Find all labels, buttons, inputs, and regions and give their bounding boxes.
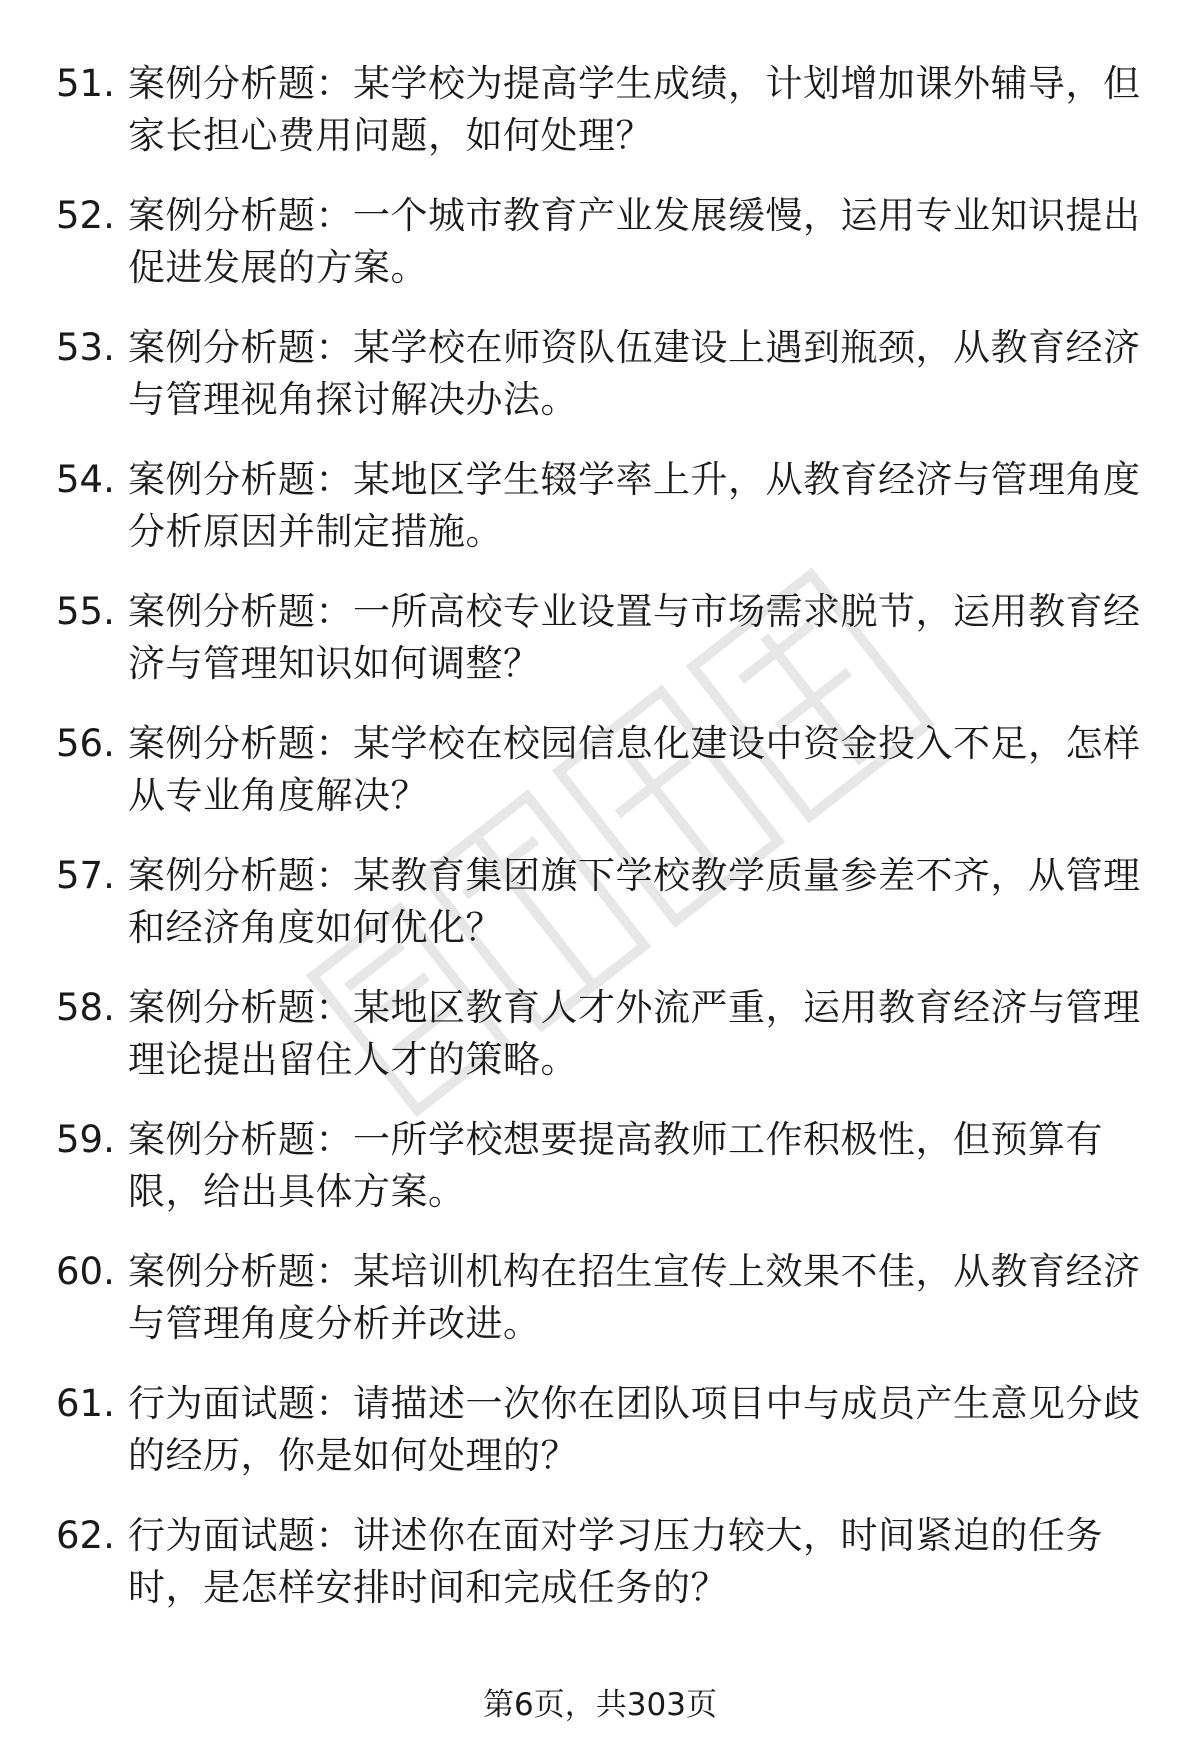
list-item — [0, 190, 1200, 322]
list-item — [0, 454, 1200, 586]
question-text: 案例分析题：某学校在师资队伍建设上遇到瓶颈，从教育经济与管理视角探讨解决办法。 — [128, 326, 1141, 421]
question-text: 行为面试题：请描述一次你在团队项目中与成员产生意见分歧的经历，你是如何处理的？ — [128, 1382, 1141, 1477]
list-item — [0, 850, 1200, 982]
list-item — [0, 982, 1200, 1114]
list-item — [0, 718, 1200, 850]
question-list — [0, 58, 1200, 1642]
question-number: 52. — [56, 194, 115, 237]
question-text: 案例分析题：某教育集团旗下学校教学质量参差不齐，从管理和经济角度如何优化？ — [128, 854, 1141, 949]
question-text: 案例分析题：某培训机构在招生宣传上效果不佳，从教育经济与管理角度分析并改进。 — [128, 1250, 1141, 1345]
question-text: 行为面试题：讲述你在面对学习压力较大，时间紧迫的任务时，是怎样安排时间和完成任务的？ — [128, 1514, 1103, 1609]
list-item — [0, 1114, 1200, 1246]
question-number: 51. — [56, 62, 115, 105]
question-number: 55. — [56, 590, 115, 633]
page-footer — [0, 1685, 1200, 1725]
list-item — [0, 1378, 1200, 1510]
list-item — [0, 58, 1200, 190]
question-text: 案例分析题：一所学校想要提高教师工作积极性，但预算有限，给出具体方案。 — [128, 1118, 1103, 1213]
question-number: 56. — [56, 722, 115, 765]
list-item — [0, 1510, 1200, 1642]
question-text: 案例分析题：某学校为提高学生成绩，计划增加课外辅导，但家长担心费用问题，如何处理？ — [128, 62, 1141, 157]
question-text: 案例分析题：某地区学生辍学率上升，从教育经济与管理角度分析原因并制定措施。 — [128, 458, 1141, 553]
page-number-label: 第6页，共303页 — [483, 1687, 717, 1723]
question-text: 案例分析题：一个城市教育产业发展缓慢，运用专业知识提出促进发展的方案。 — [128, 194, 1141, 289]
question-text: 案例分析题：某地区教育人才外流严重，运用教育经济与管理理论提出留住人才的策略。 — [128, 986, 1141, 1081]
question-number: 53. — [56, 326, 115, 369]
question-text: 案例分析题：一所高校专业设置与市场需求脱节，运用教育经济与管理知识如何调整？ — [128, 590, 1141, 685]
question-number: 54. — [56, 458, 115, 501]
question-number: 62. — [56, 1514, 115, 1557]
question-text: 案例分析题：某学校在校园信息化建设中资金投入不足，怎样从专业角度解决？ — [128, 722, 1141, 817]
list-item — [0, 1246, 1200, 1378]
question-number: 58. — [56, 986, 115, 1029]
list-item — [0, 586, 1200, 718]
question-number: 61. — [56, 1382, 115, 1425]
question-number: 59. — [56, 1118, 115, 1161]
question-number: 60. — [56, 1250, 115, 1293]
list-item — [0, 322, 1200, 454]
question-number: 57. — [56, 854, 115, 897]
